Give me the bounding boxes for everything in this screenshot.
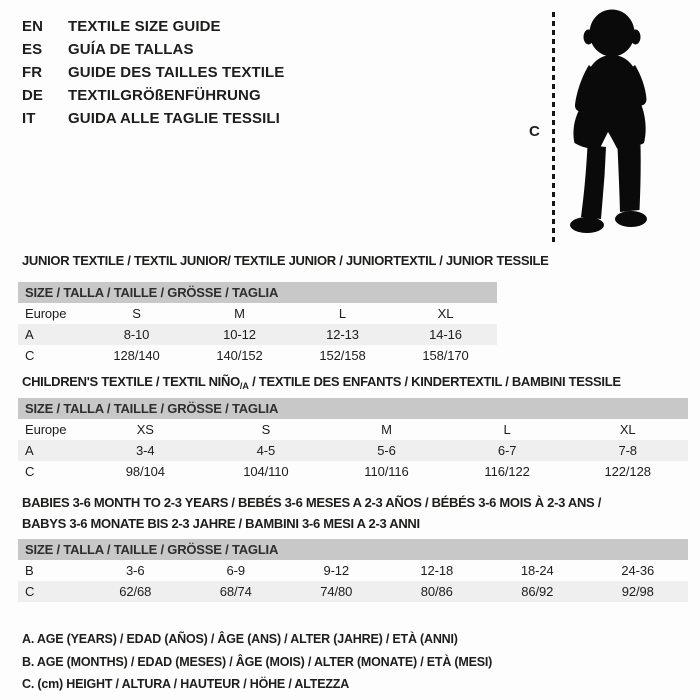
table-cell: 6-7 (497, 443, 517, 458)
table-title-children (22, 372, 621, 396)
language-row-en (22, 15, 284, 38)
table-cell: 7-8 (618, 443, 637, 458)
language-code: FR (22, 64, 43, 81)
footnote-line: B. AGE (MONTHS) / EDAD (MESES) / ÂGE (MOIS) / ALTER (MONATE) / ETÀ (MESI) (22, 654, 493, 669)
table-cell: 62/68 (119, 584, 152, 599)
table-title-line: BABIES 3-6 MONTH TO 2-3 YEARS / BEBÉS 3-6 MESES A 2-3 AÑOS / BÉBÉS 3-6 MOIS À 2-3 ANS / (22, 495, 602, 510)
table-cell: 12-13 (326, 327, 359, 342)
table-cell: 86/92 (521, 584, 554, 599)
height-measure-dashed-line (552, 12, 555, 243)
table-cell: 152/158 (319, 348, 366, 363)
table-row-c (18, 345, 497, 366)
table-cell: 24-36 (621, 563, 655, 578)
language-code: EN (22, 18, 44, 35)
footnotes (22, 628, 492, 696)
table-title-line: BABYS 3-6 MONATE BIS 2-3 JAHRE / BAMBINI 3-6 MESI A 2-3 ANNI (22, 516, 420, 531)
table-cell: 8-10 (123, 327, 150, 342)
table-cell: 10-12 (223, 327, 256, 342)
language-code: IT (22, 110, 36, 127)
table-cell: XL (619, 422, 636, 437)
size-table-junior (18, 282, 497, 366)
table-row-europe (18, 419, 688, 440)
table-row-europe (18, 303, 497, 324)
table-cell: 122/128 (604, 464, 651, 479)
table-cell: 6-9 (226, 563, 245, 578)
row-label: C (25, 464, 35, 479)
language-list (22, 15, 284, 130)
table-row-a (18, 324, 497, 345)
table-cell: 98/104 (125, 464, 165, 479)
language-title: GUÍA DE TALLAS (68, 41, 194, 58)
table-cell: 74/80 (320, 584, 353, 599)
row-label: C (25, 348, 35, 363)
row-label: B (25, 563, 34, 578)
table-cell: 68/74 (219, 584, 252, 599)
table-cell: 14-16 (429, 327, 462, 342)
table-cell: 5-6 (377, 443, 396, 458)
size-table-babies (18, 539, 688, 602)
table-cell: 3-4 (136, 443, 155, 458)
size-header-bar: SIZE / TALLA / TAILLE / GRÖSSE / TAGLIA (18, 398, 688, 419)
table-cell: XL (437, 306, 454, 321)
table-cell: 158/170 (422, 348, 469, 363)
table-title-babies (22, 492, 601, 534)
table-cell: 3-6 (126, 563, 145, 578)
row-label: C (25, 584, 35, 599)
table-cell: XS (136, 422, 154, 437)
table-cell: M (234, 306, 245, 321)
table-title-text: CHILDREN'S TEXTILE / TEXTIL NIÑO (22, 374, 240, 389)
row-label: A (25, 327, 34, 342)
table-title-junior: JUNIOR TEXTILE / TEXTIL JUNIOR/ TEXTILE JUNIOR / JUNIORTEXTIL / JUNIOR TESSILE (22, 253, 549, 268)
table-cell: 104/110 (243, 464, 289, 479)
language-code: ES (22, 41, 43, 58)
table-cell: 140/152 (216, 348, 263, 363)
footnote-line: C. (cm) HEIGHT / ALTURA / HAUTEUR / HÖHE / ALTEZZA (22, 677, 350, 691)
table-cell: 80/86 (420, 584, 453, 599)
language-title: TEXTILE SIZE GUIDE (68, 18, 221, 35)
table-cell: M (381, 422, 392, 437)
size-header-bar: SIZE / TALLA / TAILLE / GRÖSSE / TAGLIA (18, 539, 688, 560)
table-cell: S (261, 422, 271, 437)
table-cell: 12-18 (420, 563, 454, 578)
table-row-c (18, 461, 688, 482)
table-cell: 128/140 (113, 348, 160, 363)
table-cell: 110/116 (364, 464, 409, 479)
language-code: DE (22, 87, 44, 104)
table-row-c (18, 581, 688, 602)
table-cell: 4-5 (256, 443, 276, 458)
measure-label-c: C (529, 123, 540, 140)
row-label: Europe (25, 422, 67, 437)
table-cell: 92/98 (621, 584, 654, 599)
language-row-fr (22, 61, 284, 84)
language-title: GUIDE DES TAILLES TEXTILE (68, 64, 285, 81)
size-header-bar: SIZE / TALLA / TAILLE / GRÖSSE / TAGLIA (18, 282, 497, 303)
language-title: TEXTILGRÖßENFÜHRUNG (68, 87, 261, 104)
table-cell: 9-12 (323, 563, 350, 578)
row-label: Europe (25, 306, 67, 321)
language-row-es (22, 38, 284, 61)
table-cell: L (338, 306, 347, 321)
table-row-a (18, 440, 688, 461)
table-title-subscript: /A (239, 381, 249, 391)
row-label: A (25, 443, 34, 458)
table-cell: 18-24 (520, 563, 554, 578)
language-row-de (22, 84, 284, 107)
size-table-children (18, 398, 688, 482)
table-cell: S (132, 306, 141, 321)
table-row-b (18, 560, 688, 581)
language-title: GUIDA ALLE TAGLIE TESSILI (68, 110, 280, 127)
toddler-silhouette-icon (560, 6, 666, 246)
footnote-line: A. AGE (YEARS) / EDAD (AÑOS) / ÂGE (ANS) / ALTER (JAHRE) / ETÀ (ANNI) (22, 632, 458, 646)
table-cell: 116/122 (484, 464, 530, 479)
language-row-it (22, 107, 284, 130)
table-cell: L (503, 422, 511, 437)
table-title-text: / TEXTILE DES ENFANTS / KINDERTEXTIL / BAMBINI TESSILE (248, 374, 621, 389)
